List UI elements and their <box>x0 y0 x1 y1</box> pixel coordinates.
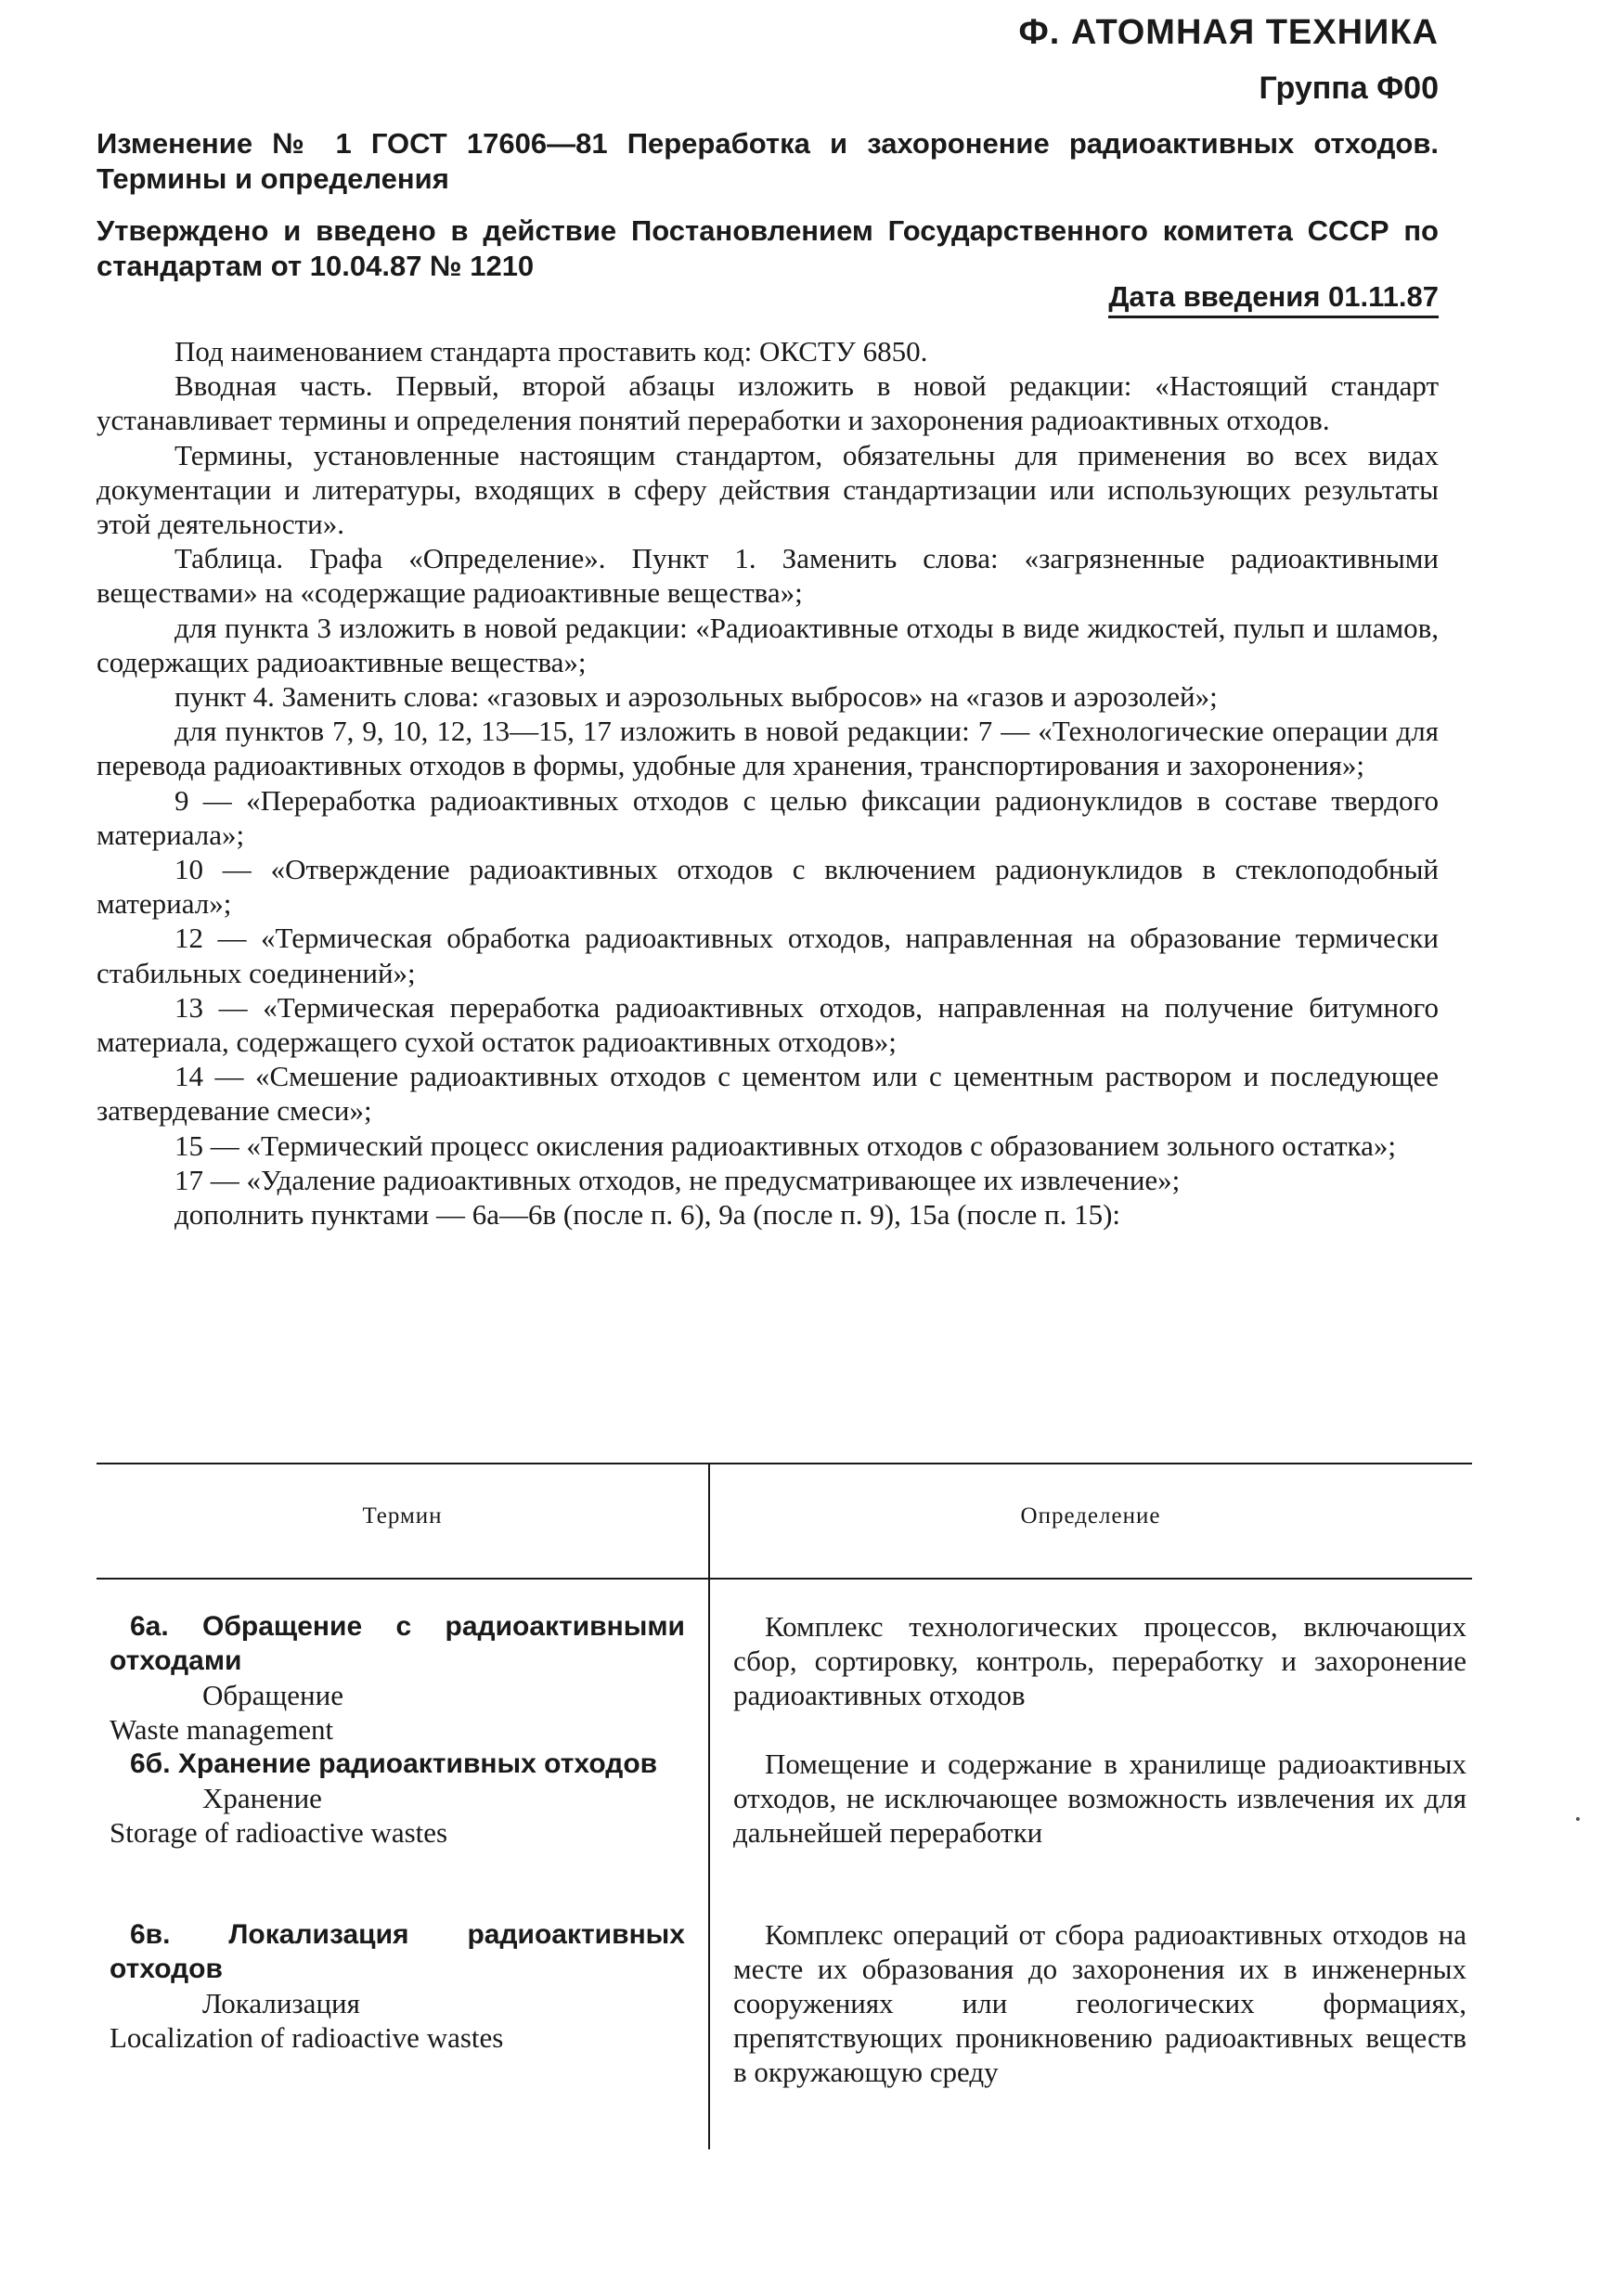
paragraph: 9 — «Переработка радиоактивных отходов с целью фиксации радионуклидов в составе твердого материала»; <box>97 783 1439 851</box>
table-header-term: Термин <box>362 1503 443 1529</box>
term-english: Waste management <box>110 1713 334 1746</box>
amendment-text <box>97 334 1439 1232</box>
paragraph: 12 — «Термическая обработка радиоактивных отходов, направленная на образование термически стабильных соединений»; <box>97 922 1439 989</box>
term-short-form: Хранение <box>202 1782 322 1814</box>
term-name: 6а. Обращение с радиоактивными отходами <box>110 1611 685 1676</box>
paragraph: для пункта 3 изложить в новой редакции: «Радиоактивные отходы в виде жидкостей, пульп и шламов, содержащих радиоактивные вещества»; <box>97 611 1439 678</box>
paragraph: Таблица. Графа «Определение». Пункт 1. Заменить слова: «загрязненные радиоактивными веществами» на «содержащие радиоактивные вещества»; <box>97 542 1439 610</box>
table-row-term <box>110 1609 685 1747</box>
paragraph: 10 — «Отверждение радиоактивных отходов с включением радионуклидов в стеклоподобный материал»; <box>97 853 1439 921</box>
paragraph: Под наименованием стандарта проставить код: ОКСТУ 6850. <box>174 335 928 368</box>
table-row-term <box>110 1747 685 1850</box>
paragraph: пункт 4. Заменить слова: «газовых и аэрозольных выбросов» на «газов и аэрозолей»; <box>174 680 1218 714</box>
table-column-divider <box>708 1463 710 2149</box>
term-short-form: Локализация <box>202 1987 360 2019</box>
approval-statement: Утверждено и введено в действие Постановлением Государственного комитета СССР по стандартам от 10.04.87 № 1210 <box>97 214 1439 282</box>
term-name: 6в. Локализация радиоактивных отходов <box>110 1919 685 1984</box>
table-row-term <box>110 1917 685 2055</box>
table-header-definition: Определение <box>1020 1503 1161 1529</box>
table-header-rule <box>97 1578 1472 1580</box>
paragraph: 14 — «Смешение радиоактивных отходов с цементом или с цементным раствором и последующее затвердевание смеси»; <box>97 1060 1439 1128</box>
term-name: 6б. Хранение радиоактивных отходов <box>130 1748 658 1779</box>
table-row-definition: Помещение и содержание в хранилище радиоактивных отходов, не исключающее возможность извлечения их для дальнейшей переработки <box>733 1748 1466 1849</box>
term-english: Storage of radioactive wastes <box>110 1816 448 1849</box>
table-row-definition: Комплекс технологических процессов, включающих сбор, сортировку, контроль, переработку и захоронение радиоактивных отходов <box>733 1610 1466 1711</box>
table-top-rule <box>97 1463 1472 1464</box>
paragraph: дополнить пунктами — 6а—6в (после п. 6), 9а (после п. 9), 15а (после п. 15): <box>174 1198 1121 1232</box>
paragraph: для пунктов 7, 9, 10, 12, 13—15, 17 изложить в новой редакции: 7 — «Технологические операции для перевода радиоактивных отходов в формы, удобные для хранения, транспортирования и захоронения»; <box>97 715 1439 782</box>
paragraph: 13 — «Термическая переработка радиоактивных отходов, направленная на получение битумного материала, содержащего сухой остаток радиоактивных отходов»; <box>97 990 1439 1059</box>
term-short-form: Обращение <box>202 1679 343 1711</box>
paragraph: 17 — «Удаление радиоактивных отходов, не предусматривающее их извлечение»; <box>174 1163 1181 1196</box>
paragraph: Термины, установленные настоящим стандартом, обязательны для применения во всех видах документации и литературы, входящих в сферу действия стандартизации или использующих результаты этой деятельности». <box>97 438 1439 541</box>
table-row-definition: Комплекс операций от сбора радиоактивных отходов на месте их образования до захоронения их в инженерных сооружениях или геологических формациях, препятствующих проникновению радиоактивных веществ в окружающую среду <box>733 1918 1466 2088</box>
term-english: Localization of radioactive wastes <box>110 2021 504 2054</box>
section-title: Ф. АТОМНАЯ ТЕХНИКА <box>1018 13 1439 52</box>
paragraph: 15 — «Термический процесс окисления радиоактивных отходов с образованием зольного остатка»; <box>174 1129 1397 1162</box>
scan-speck <box>1576 1817 1580 1821</box>
group-label: Группа Ф00 <box>1259 71 1439 106</box>
introduction-date: Дата введения 01.11.87 <box>1108 280 1439 318</box>
paragraph: Вводная часть. Первый, второй абзацы изложить в новой редакции: «Настоящий стандарт устанавливает термины и определения понятий переработки и захоронения радиоактивных отходов. <box>97 369 1439 437</box>
change-title: Изменение № 1 ГОСТ 17606—81 Переработка и захоронение радиоактивных отходов. Термины и определения <box>97 127 1439 195</box>
